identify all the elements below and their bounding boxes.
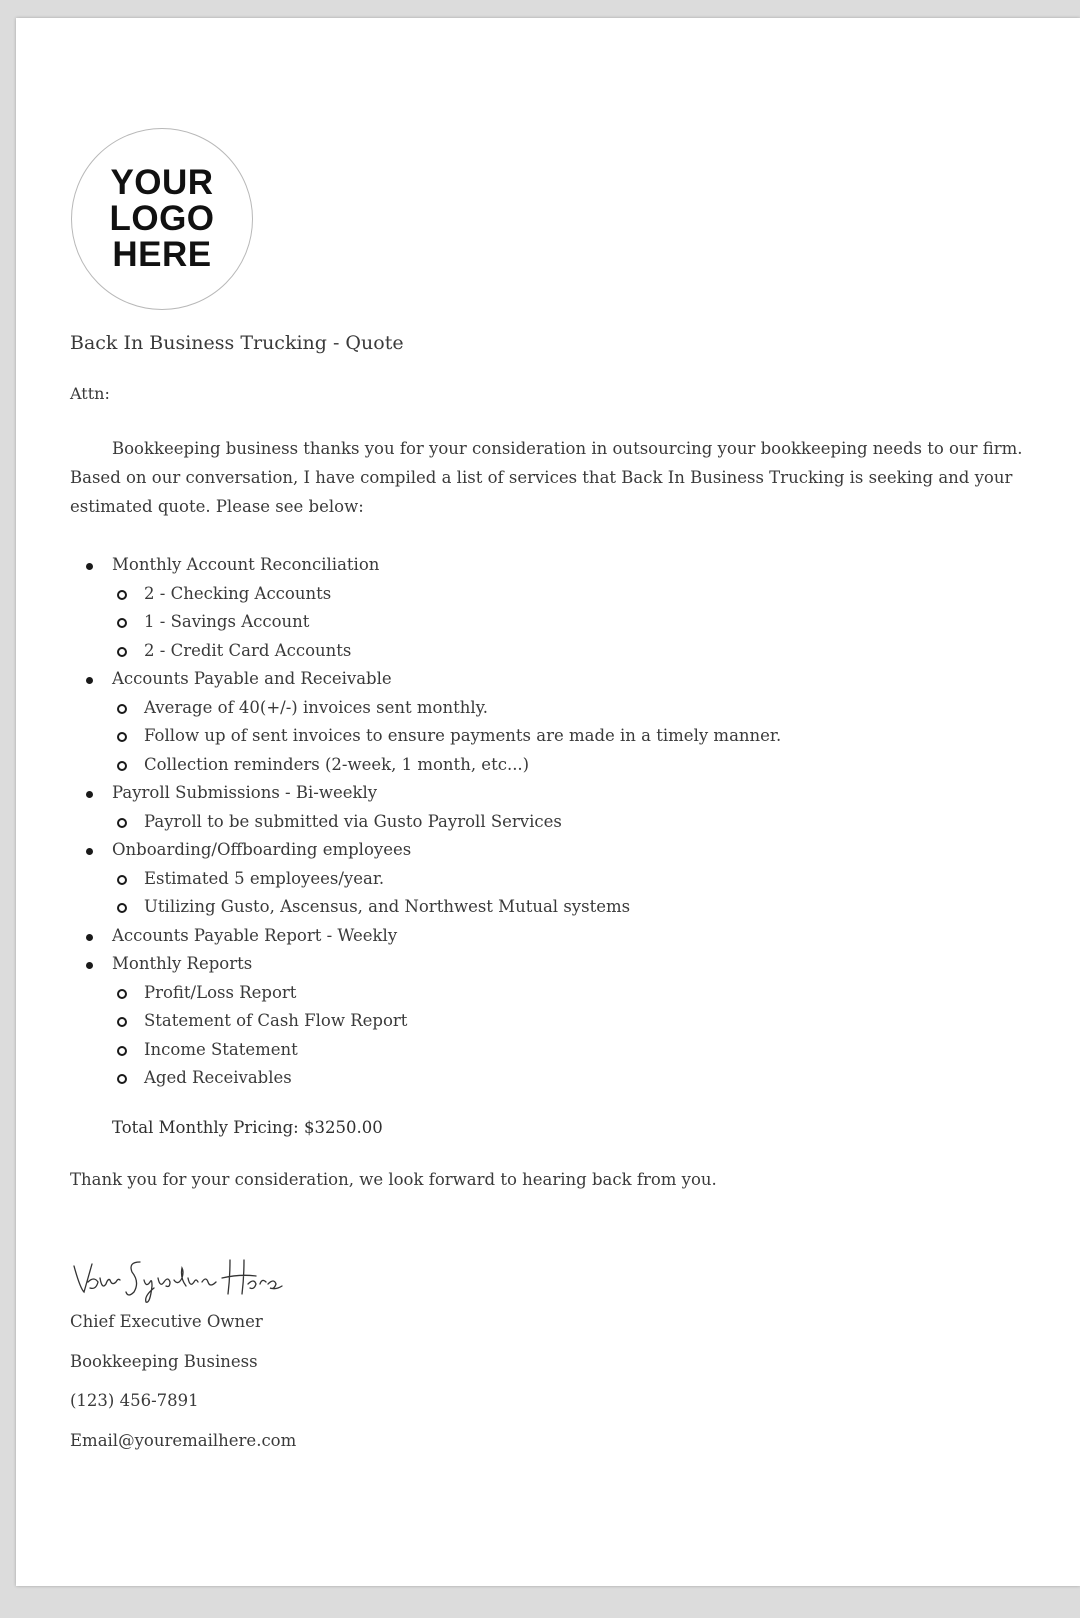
service-sub-item: Estimated 5 employees/year. xyxy=(112,865,970,894)
service-sub-list xyxy=(112,979,970,1093)
document-page xyxy=(16,18,1080,1586)
logo-placeholder xyxy=(71,128,253,310)
total-pricing: Total Monthly Pricing: $3250.00 xyxy=(112,1118,383,1137)
service-sub-item: Aged Receivables xyxy=(112,1064,970,1093)
service-sub-item: 2 - Credit Card Accounts xyxy=(112,637,970,666)
service-item xyxy=(70,779,970,836)
service-sub-list xyxy=(112,694,970,780)
service-sub-item: Statement of Cash Flow Report xyxy=(112,1007,970,1036)
service-item xyxy=(70,950,970,1093)
attn-line: Attn: xyxy=(70,384,110,403)
service-sub-item: Profit/Loss Report xyxy=(112,979,970,1008)
service-sub-item: Payroll to be submitted via Gusto Payroll Services xyxy=(112,808,970,837)
service-label: Payroll Submissions - Bi-weekly xyxy=(112,783,378,802)
service-sub-list xyxy=(112,865,970,922)
logo-text-line-3: HERE xyxy=(112,235,212,274)
intro-paragraph: Bookkeeping business thanks you for your consideration in outsourcing your bookkeeping needs to our firm. Based on our conversation, I have compiled a list of services that Back In Business Trucking is seeking and your estimated quote. Please see below: xyxy=(70,439,1023,516)
service-sub-item: Income Statement xyxy=(112,1036,970,1065)
service-label: Monthly Account Reconciliation xyxy=(112,555,380,574)
service-label: Monthly Reports xyxy=(112,954,253,973)
signature-image xyxy=(70,1248,290,1308)
service-item xyxy=(70,836,970,922)
document-title: Back In Business Trucking - Quote xyxy=(70,332,404,354)
service-item xyxy=(70,665,970,779)
service-sub-list xyxy=(112,580,970,666)
signer-company: Bookkeeping Business xyxy=(70,1352,258,1371)
service-sub-list xyxy=(112,808,970,837)
signer-phone: (123) 456-7891 xyxy=(70,1391,199,1410)
service-sub-item: 1 - Savings Account xyxy=(112,608,970,637)
service-sub-item: 2 - Checking Accounts xyxy=(112,580,970,609)
service-sub-item: Collection reminders (2-week, 1 month, etc...) xyxy=(112,751,970,780)
closing-line: Thank you for your consideration, we look forward to hearing back from you. xyxy=(70,1170,717,1189)
service-sub-item: Average of 40(+/-) invoices sent monthly. xyxy=(112,694,970,723)
service-label: Onboarding/Offboarding employees xyxy=(112,840,412,859)
signer-title: Chief Executive Owner xyxy=(70,1312,263,1331)
signer-email: Email@youremailhere.com xyxy=(70,1431,297,1450)
service-item xyxy=(70,922,970,951)
services-list xyxy=(70,551,970,1093)
service-sub-item: Utilizing Gusto, Ascensus, and Northwest Mutual systems xyxy=(112,893,970,922)
service-sub-item: Follow up of sent invoices to ensure payments are made in a timely manner. xyxy=(112,722,970,751)
service-label: Accounts Payable Report - Weekly xyxy=(112,925,398,945)
service-label: Accounts Payable and Receivable xyxy=(112,669,392,688)
service-item xyxy=(70,551,970,665)
logo-text-line-1: YOUR xyxy=(110,163,214,202)
logo-text-line-2: LOGO xyxy=(109,199,215,238)
